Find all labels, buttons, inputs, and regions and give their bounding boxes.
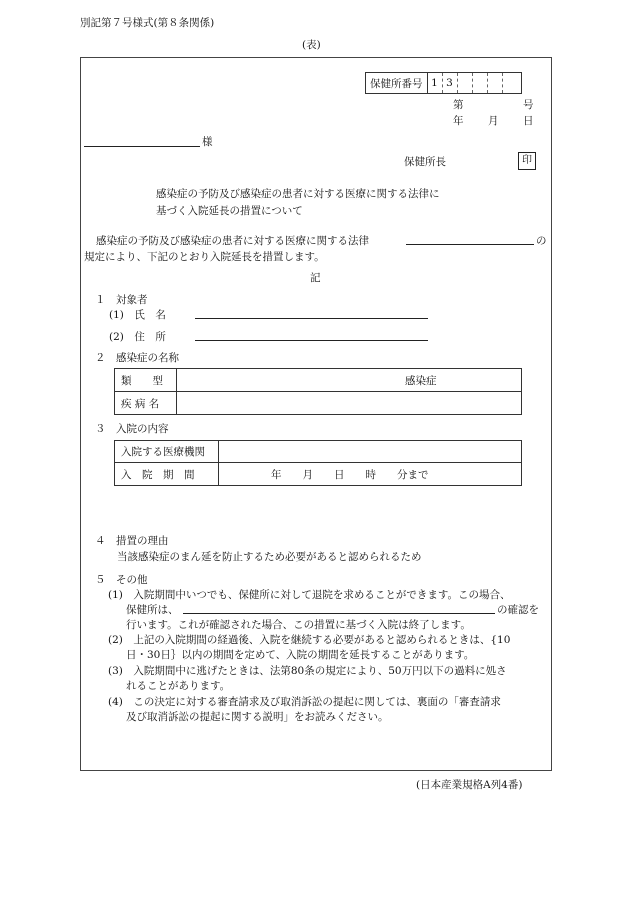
- disease-value[interactable]: [177, 392, 522, 415]
- office-number-digit[interactable]: 1: [427, 73, 442, 94]
- note3-line2: れることがあります。: [126, 680, 231, 692]
- hospital-value[interactable]: [219, 441, 522, 463]
- addressee-line[interactable]: [84, 146, 200, 147]
- note4-line1: (4) この決定に対する審査請求及び取消訴訟の提起に関しては、裏面の「審査請求: [108, 696, 501, 708]
- confirmation-line[interactable]: [183, 613, 495, 614]
- law-article-line[interactable]: [406, 244, 534, 245]
- office-number-digit[interactable]: [472, 73, 487, 94]
- number-go: 号: [523, 99, 534, 111]
- number-dai: 第: [453, 99, 464, 111]
- section2-heading: ２ 感染症の名称: [95, 352, 179, 364]
- section5-heading: ５ その他: [95, 574, 148, 586]
- period-value[interactable]: 年 月 日 時 分まで: [219, 463, 522, 486]
- note3-line1: (3) 入院期間中に逃げたときは、法第80条の規定により、50万円以下の過料に処さ: [108, 665, 507, 677]
- disease-label: 疾 病 名: [115, 392, 177, 415]
- note4-line2: 及び取消訴訟の提起に関する説明」をお読みください。: [126, 711, 389, 723]
- note2-line2: 日・30日｝以内の期間を定めて、入院の期間を延長することがあります。: [126, 649, 475, 661]
- intro-line2: 規定により、下記のとおり入院延長を措置します。: [84, 251, 325, 263]
- address-line[interactable]: [195, 340, 428, 341]
- office-number-table: [365, 72, 522, 94]
- period-label: 入 院 期 間: [115, 463, 219, 486]
- date-year: 年: [453, 115, 464, 127]
- note1-line2: 保健所は、: [126, 604, 179, 616]
- office-number-digit[interactable]: [502, 73, 521, 94]
- office-number-label: 保健所番号: [366, 73, 428, 94]
- intro-line1: 感染症の予防及び感染症の患者に対する医療に関する法律: [96, 235, 369, 247]
- addressee-honorific: 様: [202, 136, 213, 148]
- section4-heading: ４ 措置の理由: [95, 535, 169, 547]
- note1-line3: 行います。これが確認された場合、この措置に基づく入院は終了します。: [126, 619, 471, 631]
- date-month: 月: [488, 115, 499, 127]
- ki-label: 記: [310, 272, 321, 284]
- side-label: (表): [302, 39, 321, 51]
- seal-mark: 印: [518, 152, 536, 170]
- address-label: (2) 住 所: [109, 331, 166, 343]
- admission-table: [114, 440, 522, 486]
- disease-table: [114, 368, 522, 415]
- intro-no: の: [536, 235, 547, 247]
- name-label: (1) 氏 名: [109, 309, 166, 321]
- date-day: 日: [523, 115, 534, 127]
- office-number-digit[interactable]: [487, 73, 502, 94]
- type-label: 類 型: [115, 369, 177, 392]
- note2-line1: (2) 上記の入院期間の経過後、入院を継続する必要があると認められるときは、{10: [108, 634, 511, 646]
- notice-title-line2: 基づく入院延長の措置について: [156, 205, 303, 217]
- note1-line2-end: の確認を: [497, 604, 539, 616]
- type-value[interactable]: 感染症: [177, 369, 522, 392]
- note1-line1: (1) 入院期間中いつでも、保健所に対して退院を求めることができます。この場合、: [108, 589, 511, 601]
- section4-body: 当該感染症のまん延を防止するため必要があると認められるため: [117, 551, 422, 563]
- issuer-title: 保健所長: [404, 156, 446, 168]
- section1-heading: １ 対象者: [95, 294, 148, 306]
- office-number-digit[interactable]: 3: [442, 73, 457, 94]
- form-label: 別記第７号様式(第８条関係): [80, 17, 215, 29]
- section3-heading: ３ 入院の内容: [95, 423, 169, 435]
- office-number-digit[interactable]: [457, 73, 472, 94]
- paper-size-note: (日本産業規格A列4番): [416, 779, 523, 791]
- notice-title-line1: 感染症の予防及び感染症の患者に対する医療に関する法律に: [156, 188, 440, 200]
- name-line[interactable]: [195, 318, 428, 319]
- hospital-label: 入院する医療機関: [115, 441, 219, 463]
